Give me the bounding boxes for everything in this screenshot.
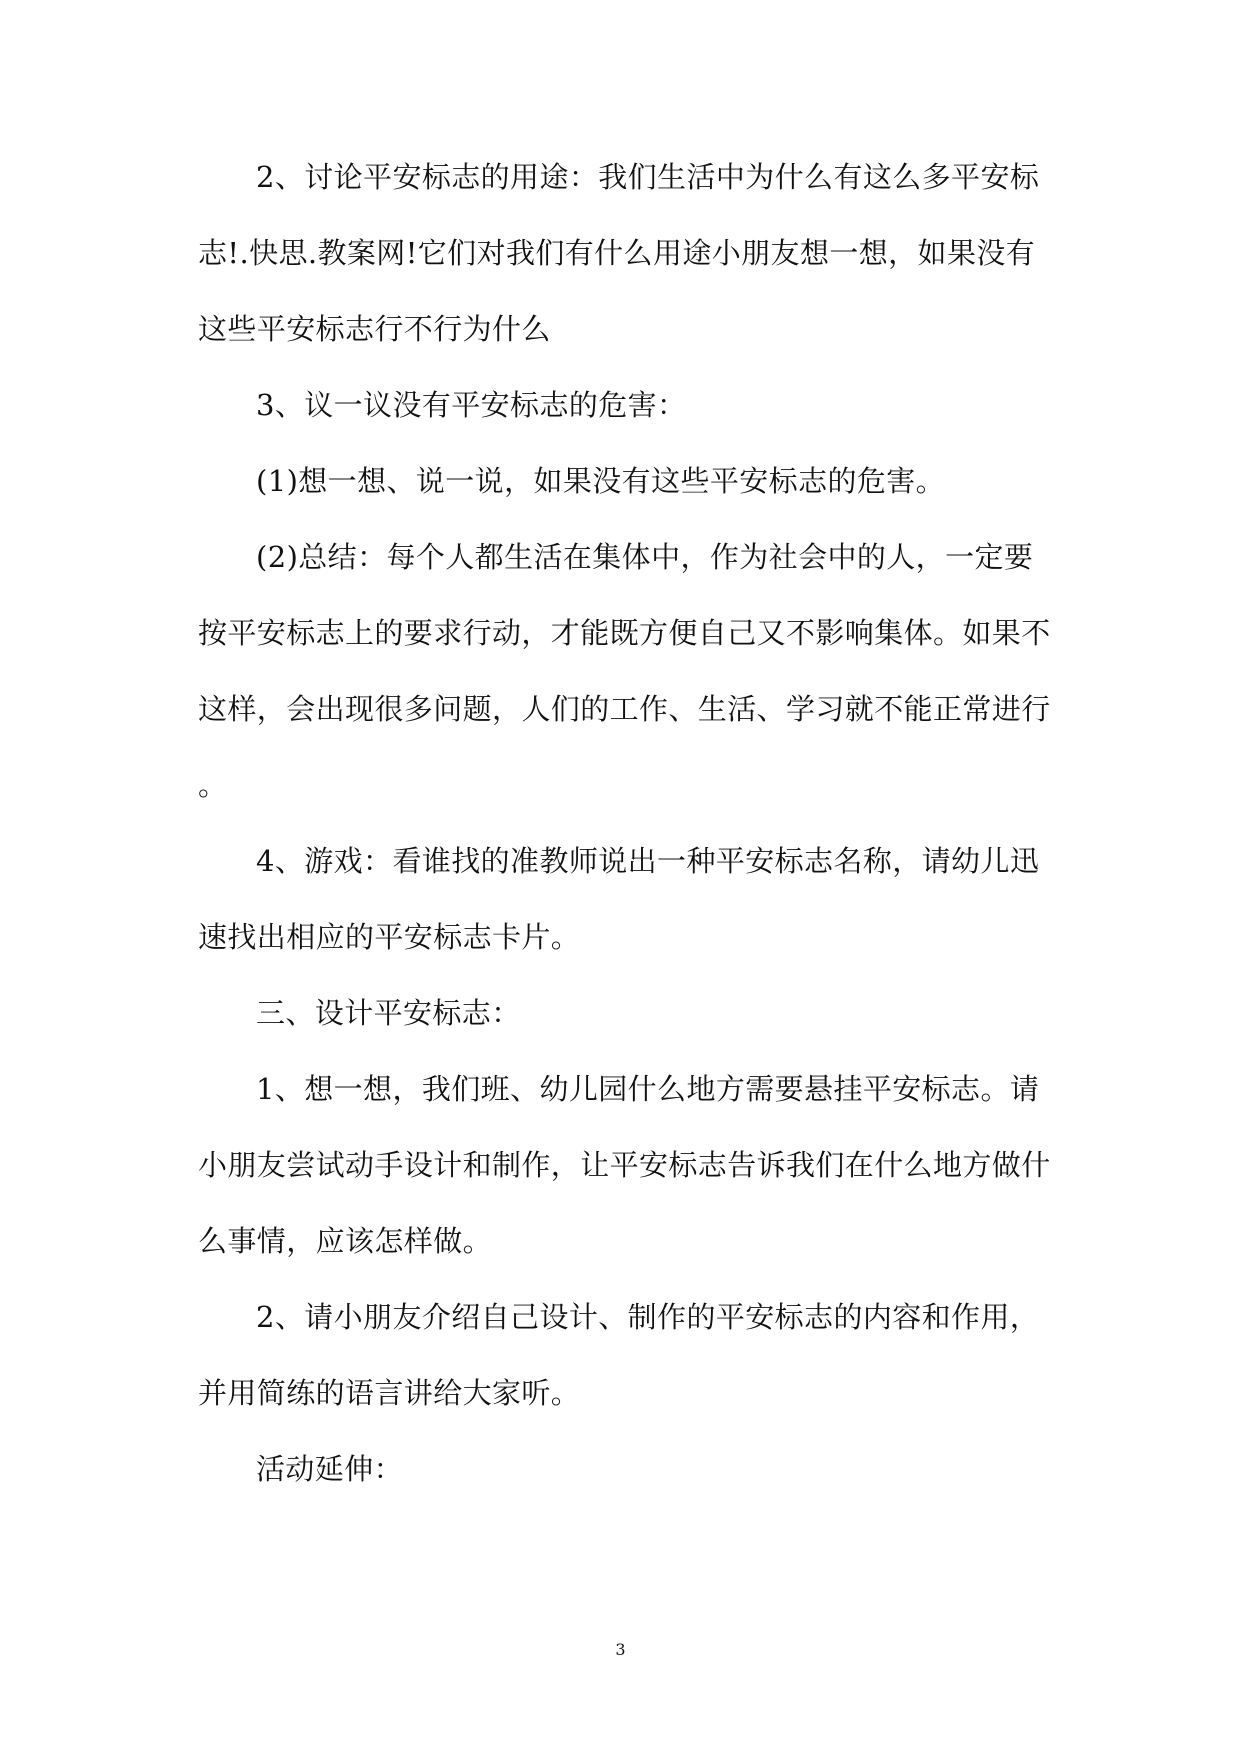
page-number: 3 <box>615 1640 626 1659</box>
paragraph-line: 么事情，应该怎样做。 <box>198 1224 493 1258</box>
paragraph-line: 并用简练的语言讲给大家听。 <box>198 1376 581 1410</box>
paragraph-line: 2、讨论平安标志的用途：我们生活中为什么有这么多平安标 <box>256 160 1040 194</box>
paragraph-line: 这些平安标志行不行为什么 <box>198 312 551 346</box>
paragraph-line: 3、议一议没有平安标志的危害： <box>256 388 687 422</box>
paragraph-line: 按平安标志上的要求行动，才能既方便自己又不影响集体。如果不 <box>198 616 1051 650</box>
section-heading: 三、设计平安标志： <box>256 996 521 1030</box>
paragraph-line: 小朋友尝试动手设计和制作，让平安标志告诉我们在什么地方做什 <box>198 1148 1051 1182</box>
paragraph-line: 2、请小朋友介绍自己设计、制作的平安标志的内容和作用， <box>256 1300 1040 1334</box>
paragraph-line: 速找出相应的平安标志卡片。 <box>198 920 581 954</box>
paragraph-line: (1)想一想、说一说，如果没有这些平安标志的危害。 <box>256 464 946 498</box>
paragraph-line: 。 <box>198 768 228 802</box>
paragraph-line: 志!.快思.教案网!它们对我们有什么用途小朋友想一想，如果没有 <box>198 236 1036 270</box>
section-heading: 活动延伸： <box>256 1452 404 1486</box>
paragraph-line: 1、想一想，我们班、幼儿园什么地方需要悬挂平安标志。请 <box>256 1072 1040 1106</box>
paragraph-line: 这样，会出现很多问题，人们的工作、生活、学习就不能正常进行 <box>198 692 1051 726</box>
paragraph-line: 4、游戏：看谁找的准教师说出一种平安标志名称，请幼儿迅 <box>256 844 1040 878</box>
paragraph-line: (2)总结：每个人都生活在集体中，作为社会中的人，一定要 <box>256 540 1034 574</box>
